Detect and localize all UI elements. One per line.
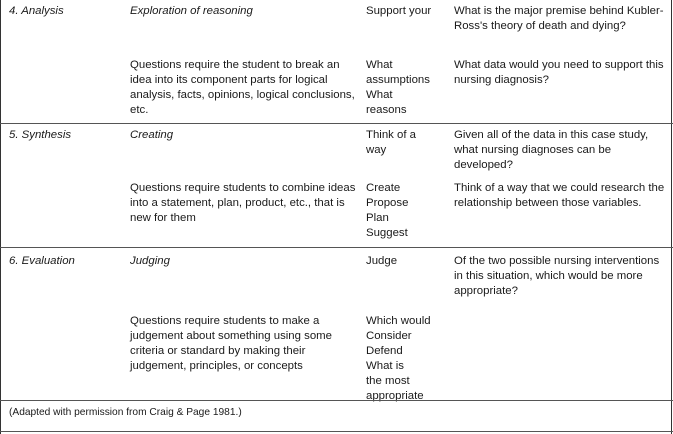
example-question-top: Of the two possible nursing interventions in this situation, which would be more appropriate? [454,255,660,297]
question-stems-top: Judge [366,255,398,267]
level-label: 6. Evaluation [9,255,75,267]
question-stems-top: Think of a way [366,129,417,156]
example-question-bottom: Think of a way that we could research the relationship between those variables. [454,182,665,209]
level-label: 5. Synthesis [9,129,72,141]
question-stems-bottom: Create Propose Plan Suggest [366,182,409,239]
description-body: Questions require students to combine ideas into a statement, plan, product, etc., that is new for them [130,182,356,224]
example-question-bottom: What data would you need to support this nursing diagnosis? [454,59,664,86]
question-stems-top: Support your [366,5,432,17]
table-row-analysis [0,0,673,123]
table-row-evaluation [0,248,673,400]
source-footnote: (Adapted with permission from Craig & Page 1981.) [9,407,242,418]
table-bottom-border [0,431,673,432]
question-stems-bottom: Which would Consider Defend What is the most appropriate [366,315,431,402]
description-title: Exploration of reasoning [130,5,253,17]
description-body: Questions require students to make a judgement about something using some criteria or standard by making their judgement, principles, or concepts [130,315,332,372]
row-separator [0,400,673,401]
question-stems-bottom: What assumptions What reasons [366,59,430,116]
description-title: Judging [130,255,170,267]
table-row-synthesis [0,124,673,247]
description-body: Questions require the student to break an idea into its component parts for logical analysis, facts, opinions, logical conclusions, etc. [130,59,355,116]
example-question-top: What is the major premise behind Kubler-Ross's theory of death and dying? [454,5,664,32]
level-label: 4. Analysis [9,5,64,17]
description-title: Creating [130,129,174,141]
example-question-top: Given all of the data in this case study, what nursing diagnoses can be developed? [454,129,649,171]
